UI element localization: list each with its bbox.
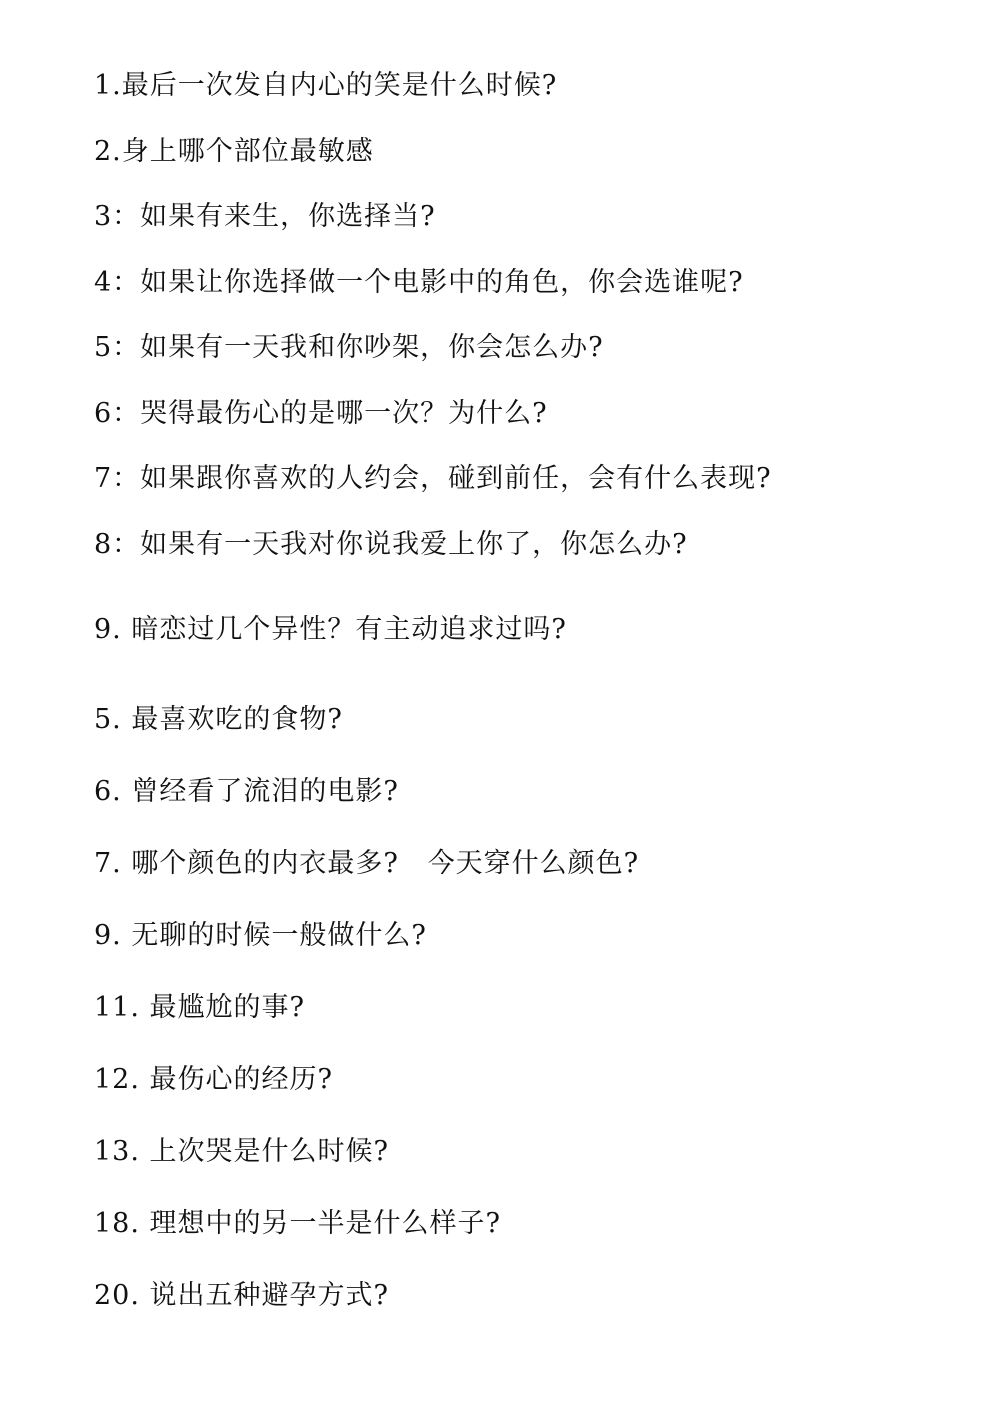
question-item: 6. 曾经看了流泪的电影? bbox=[94, 776, 399, 807]
question-item: 11. 最尴尬的事? bbox=[94, 992, 305, 1023]
question-item: 12. 最伤心的经历? bbox=[94, 1064, 333, 1095]
question-item: 13. 上次哭是什么时候? bbox=[94, 1136, 389, 1167]
question-item: 1.最后一次发自内心的笑是什么时候? bbox=[94, 70, 558, 101]
question-item: 9. 无聊的时候一般做什么? bbox=[94, 920, 427, 951]
question-item: 3：如果有来生，你选择当? bbox=[94, 201, 436, 232]
question-item: 20. 说出五种避孕方式? bbox=[94, 1280, 389, 1311]
question-item: 7：如果跟你喜欢的人约会，碰到前任，会有什么表现? bbox=[94, 463, 772, 494]
question-item: 5：如果有一天我和你吵架，你会怎么办? bbox=[94, 332, 604, 363]
question-item: 7. 哪个颜色的内衣最多? 今天穿什么颜色? bbox=[94, 848, 640, 879]
question-item: 5. 最喜欢吃的食物? bbox=[94, 704, 343, 735]
question-item: 9. 暗恋过几个异性？有主动追求过吗? bbox=[94, 614, 567, 645]
question-item: 18. 理想中的另一半是什么样子? bbox=[94, 1208, 501, 1239]
question-item: 6：哭得最伤心的是哪一次？为什么? bbox=[94, 398, 548, 429]
question-item: 2.身上哪个部位最敏感 bbox=[94, 136, 374, 167]
question-item: 4：如果让你选择做一个电影中的角色，你会选谁呢? bbox=[94, 267, 744, 298]
question-item: 8：如果有一天我对你说我爱上你了，你怎么办? bbox=[94, 529, 688, 560]
